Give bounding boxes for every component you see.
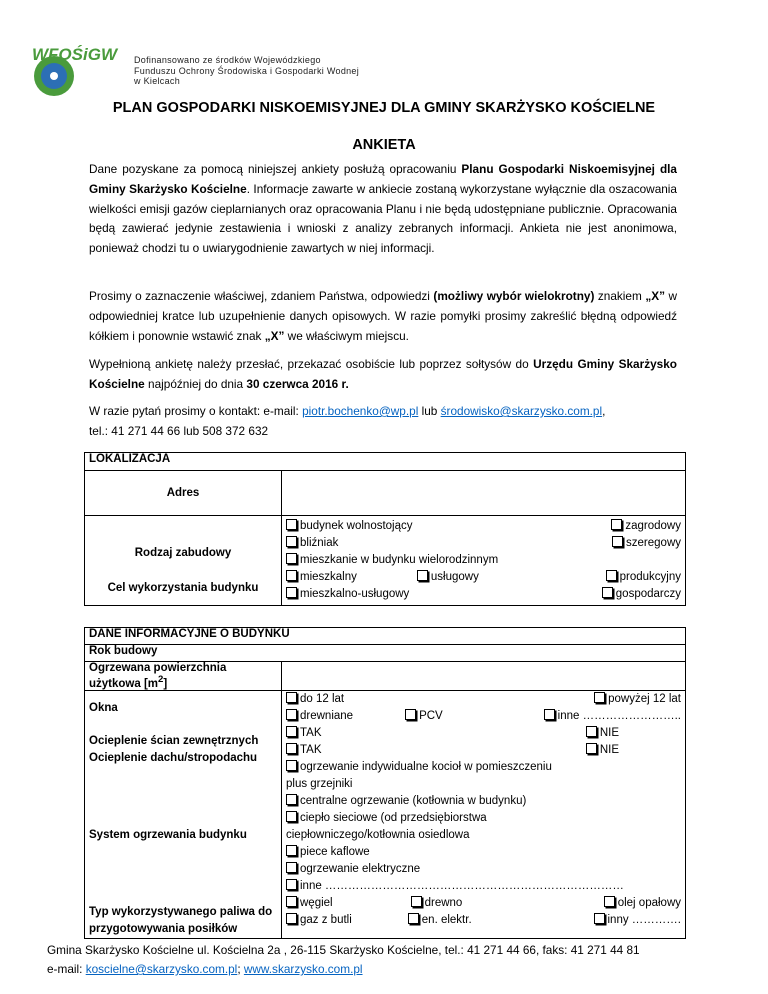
checkbox-mieszkalno-uslugowy[interactable] <box>286 587 297 598</box>
logo-line2: Funduszu Ochrony Środowiska i Gospodarki Wodnej <box>134 65 360 76</box>
checkbox-en-elektr[interactable] <box>408 913 419 924</box>
address-field[interactable] <box>282 471 686 516</box>
footer <box>47 941 640 979</box>
checkbox-powyzej-12-lat[interactable] <box>594 692 605 703</box>
building-use-label: Cel wykorzystania budynku <box>107 581 259 594</box>
logo-line3: w Kielcach <box>134 76 181 86</box>
checkbox-mieszkalny[interactable] <box>286 570 297 581</box>
building-options: budynek wolnostojący zagrodowy bliźniak szeregowy mieszkanie w budynku wielorodzinnym mieszkalny usługowy produkcyjny mieszkalno-usługowy gospodarczy <box>282 516 686 606</box>
intro-paragraph-1: Dane pozyskane za pomocą niniejszej ankiety posłużą opracowaniu Planu Gospodarki Niskoemisyjnej dla Gminy Skarżysko Kościelne. Informacje zawarte w ankiecie zostaną wykorzystane wyłącznie dla oszacowania wielkości emisji gazów cieplarnianych oraz opracowania Planu i nie będą udostępniane publicznie. Opracowania będą zawierać jedynie zestawienia i wnioski z analizy zebranych informacji. Ankieta nie jest anonimowa, ponieważ chodzi tu o uwiarygodnienie zawartych w niej informacji. <box>89 162 677 256</box>
intro-paragraph-4: W razie pytań prosimy o kontakt: e-mail: piotr.bochenko@wp.pl lub środowisko@skarzysko.com.pl, tel.: 41 271 44 66 lub 508 372 632 <box>89 404 606 438</box>
page-subtitle: ANKIETA <box>352 137 416 153</box>
checkbox-produkcyjny[interactable] <box>606 570 617 581</box>
walls-insulation-label: Ocieplenie ścian zewnętrznych <box>89 734 259 747</box>
location-table <box>84 452 686 606</box>
checkbox-ogrz-indywidualne[interactable] <box>286 760 297 771</box>
logo-caption <box>134 55 359 87</box>
checkbox-olej[interactable] <box>604 896 615 907</box>
checkbox-wielorodzinny[interactable] <box>286 553 297 564</box>
checkbox-system-inne[interactable] <box>286 879 297 890</box>
area-label: Ogrzewana powierzchnia użytkowa $[m^2]$ <box>85 662 282 691</box>
heating-system-label: System ogrzewania budynku <box>89 828 247 841</box>
checkbox-dach-nie[interactable] <box>586 743 597 754</box>
area-field[interactable] <box>282 662 686 691</box>
windows-label: Okna <box>89 701 118 714</box>
labels-column <box>85 690 282 938</box>
checkbox-ogrz-elektryczne[interactable] <box>286 862 297 873</box>
checkbox-zagrodowy[interactable] <box>611 519 622 530</box>
checkbox-drewno[interactable] <box>411 896 422 907</box>
page-title: PLAN GOSPODARKI NISKOEMISYJNEJ DLA GMINY SKARŻYSKO KOŚCIELNE <box>112 100 656 116</box>
email-link-2[interactable]: środowisko@skarzysko.com.pl <box>440 404 603 418</box>
intro-paragraph-2: Prosimy o zaznaczenie właściwej, zdaniem Państwa, odpowiedzi (możliwy wybór wielokrotny) znakiem „X” w odpowiedniej kratce lub uzupełnienie danych opisowych. W razie pomyłki prosimy zakreślić błędną odpowiedź kółkiem i ponownie wstawić znak „X” we właściwym miejscu. <box>89 289 677 343</box>
options-column: do 12 lat powyżej 12 lat drewniane PCV inne …………………….. TAK NIE TAK NIE ogrzewanie indywidualne kocioł w pomieszczeniu plus grzejniki centralne ogrzewanie (kotłownia w budynku) ciepło sieciowe (od przedsiębiorstwa ciepłowniczego/kotłownia osiedlowa piece kaflowe ogrzewanie elektryczne inne …………………………………………………………………… węgiel drewno olej opałowy gaz z butli en. elektr. inny …………. <box>282 690 686 938</box>
checkbox-pcv[interactable] <box>405 709 416 720</box>
checkbox-szeregowy[interactable] <box>612 536 623 547</box>
email-link-1[interactable]: piotr.bochenko@wp.pl <box>302 404 419 418</box>
checkbox-wegiel[interactable] <box>286 896 297 907</box>
intro-paragraph-3: Wypełnioną ankietę należy przesłać, przekazać osobiście lub poprzez sołtysów do Urzędu Gminy Skarżysko Kościelne najpóźniej do dnia 30 czerwca 2016 r. <box>89 357 677 391</box>
building-data-table <box>84 627 686 939</box>
checkbox-paliwo-inny[interactable] <box>594 913 605 924</box>
fuel-type-label: Typ wykorzystywanego paliwa do przygotowywania posiłków <box>89 905 273 935</box>
footer-www-link[interactable]: www.skarzysko.com.pl <box>243 962 363 976</box>
checkbox-uslugowy[interactable] <box>417 570 428 581</box>
checkbox-do-12-lat[interactable] <box>286 692 297 703</box>
logo-line1: Dofinansowano ze środków Wojewódzkiego <box>134 55 321 65</box>
checkbox-sciany-nie[interactable] <box>586 726 597 737</box>
checkbox-dach-tak[interactable] <box>286 743 297 754</box>
checkbox-okna-inne[interactable] <box>544 709 555 720</box>
footer-address: Gmina Skarżysko Kościelne ul. Kościelna 2a , 26-115 Skarżysko Kościelne, tel.: 41 271 44 66, faks: 41 271 44 81 <box>47 943 640 957</box>
checkbox-centralne[interactable] <box>286 794 297 805</box>
checkbox-sciany-tak[interactable] <box>286 726 297 737</box>
footer-email-link[interactable]: koscielne@skarzysko.com.pl <box>85 962 238 976</box>
checkbox-blizniak[interactable] <box>286 536 297 547</box>
wfosigw-logo <box>32 38 142 100</box>
checkbox-piece-kaflowe[interactable] <box>286 845 297 856</box>
building-data-heading: DANE INFORMACYJNE O BUDYNKU <box>85 628 686 645</box>
checkbox-gospodarczy[interactable] <box>602 587 613 598</box>
building-type-label: Rodzaj zabudowy Cel wykorzystania budynku <box>85 516 282 606</box>
checkbox-cieplo-sieciowe[interactable] <box>286 811 297 822</box>
checkbox-drewniane[interactable] <box>286 709 297 720</box>
roof-insulation-label: Ocieplenie dachu/stropodachu <box>89 751 258 764</box>
checkbox-wolnostojacy[interactable] <box>286 519 297 530</box>
checkbox-gaz[interactable] <box>286 913 297 924</box>
location-heading: LOKALIZACJA <box>85 453 686 471</box>
footer-contacts: e-mail: koscielne@skarzysko.com.pl; www.skarzysko.com.pl <box>47 962 363 976</box>
year-built-label: Rok budowy <box>85 645 686 662</box>
address-label: Adres <box>85 471 282 516</box>
logo-brand: WFOŚiGW <box>32 45 117 64</box>
